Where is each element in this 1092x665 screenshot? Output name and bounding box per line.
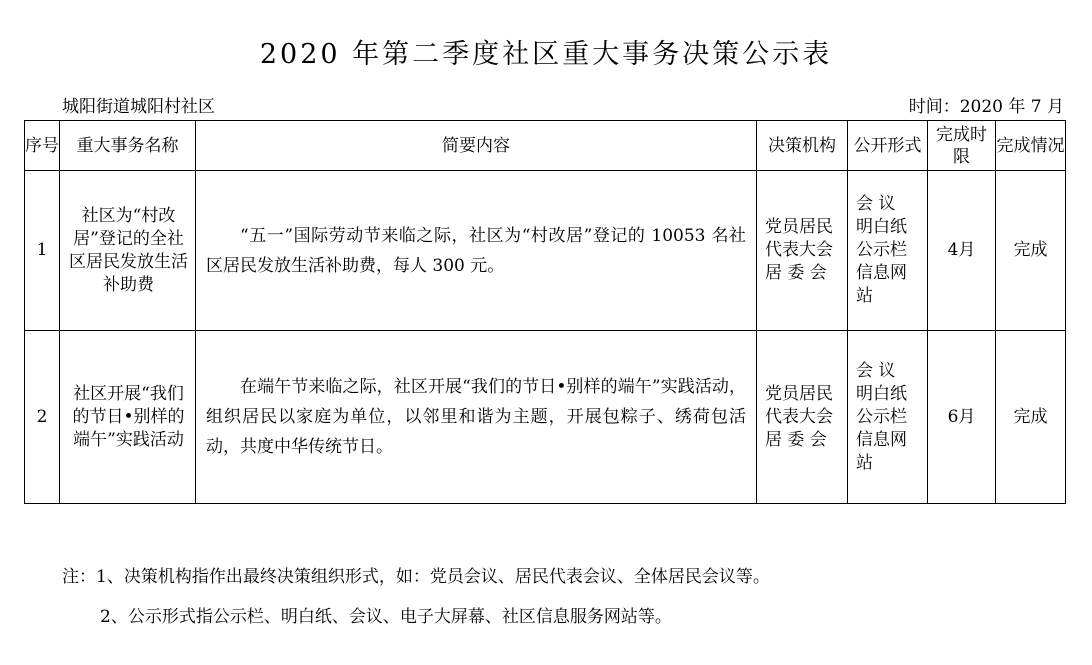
form-item: 信息网站: [856, 263, 907, 306]
header-name: 重大事务名称: [60, 121, 196, 171]
note-item: 2、公示形式指公示栏、明白纸、会议、电子大屏幕、社区信息服务网站等。: [100, 607, 672, 627]
form-item: 会 议: [856, 360, 896, 381]
content-text: 在端午节来临之际，社区开展“我们的节日•别样的端午”实践活动，组织居民以家庭为单位，以邻里和谐为主题，开展包粽子、绣荷包活动，共度中华传统节日。: [206, 377, 746, 457]
row-number: 2: [25, 331, 60, 504]
publicity-form: [848, 171, 928, 331]
matter-name: 社区为“村改居”登记的全社区居民发放生活补助费: [60, 171, 196, 331]
completion-status: 完成: [996, 331, 1066, 504]
form-item: 公示栏: [856, 240, 907, 260]
publicity-form: [848, 331, 928, 504]
row-number: 1: [25, 171, 60, 331]
decision-body: 党员居民代表大会居 委 会: [757, 331, 848, 504]
decision-table: [24, 120, 1066, 504]
table-header-row: [25, 121, 1066, 171]
table-row: [25, 331, 1066, 504]
community-name: 城阳街道城阳村社区: [62, 97, 215, 117]
completion-time: 6月: [928, 331, 996, 504]
matter-name: 社区开展“我们的节日•别样的端午”实践活动: [60, 331, 196, 504]
page-title: 2020 年第二季度社区重大事务决策公示表: [259, 39, 833, 70]
header-status: 完成情况: [996, 121, 1066, 171]
header-form: 公开形式: [848, 121, 928, 171]
note-item: 注：1、决策机构指作出最终决策组织形式，如：党员会议、居民代表会议、全体居民会议等。: [62, 567, 770, 587]
completion-status: 完成: [996, 171, 1066, 331]
header-org: 决策机构: [757, 121, 848, 171]
header-time: 完成时限: [928, 121, 996, 171]
header-no: 序号: [25, 121, 60, 171]
content-text: “五一”国际劳动节来临之际，社区为“村改居”登记的 10053 名社区居民发放生活补助费，每人 300 元。: [206, 225, 746, 276]
matter-content: [196, 171, 757, 331]
form-item: 明白纸: [856, 217, 907, 237]
matter-content: [196, 331, 757, 504]
decision-body: 党员居民代表大会居 委 会: [757, 171, 848, 331]
header-content: 简要内容: [196, 121, 757, 171]
form-item: 公示栏: [856, 406, 907, 427]
form-item: 信息网站: [856, 429, 907, 473]
table-row: [25, 171, 1066, 331]
publish-date: 时间：2020 年 7 月: [908, 97, 1064, 117]
form-item: 会 议: [856, 194, 896, 214]
completion-time: 4月: [928, 171, 996, 331]
form-item: 明白纸: [856, 383, 907, 404]
